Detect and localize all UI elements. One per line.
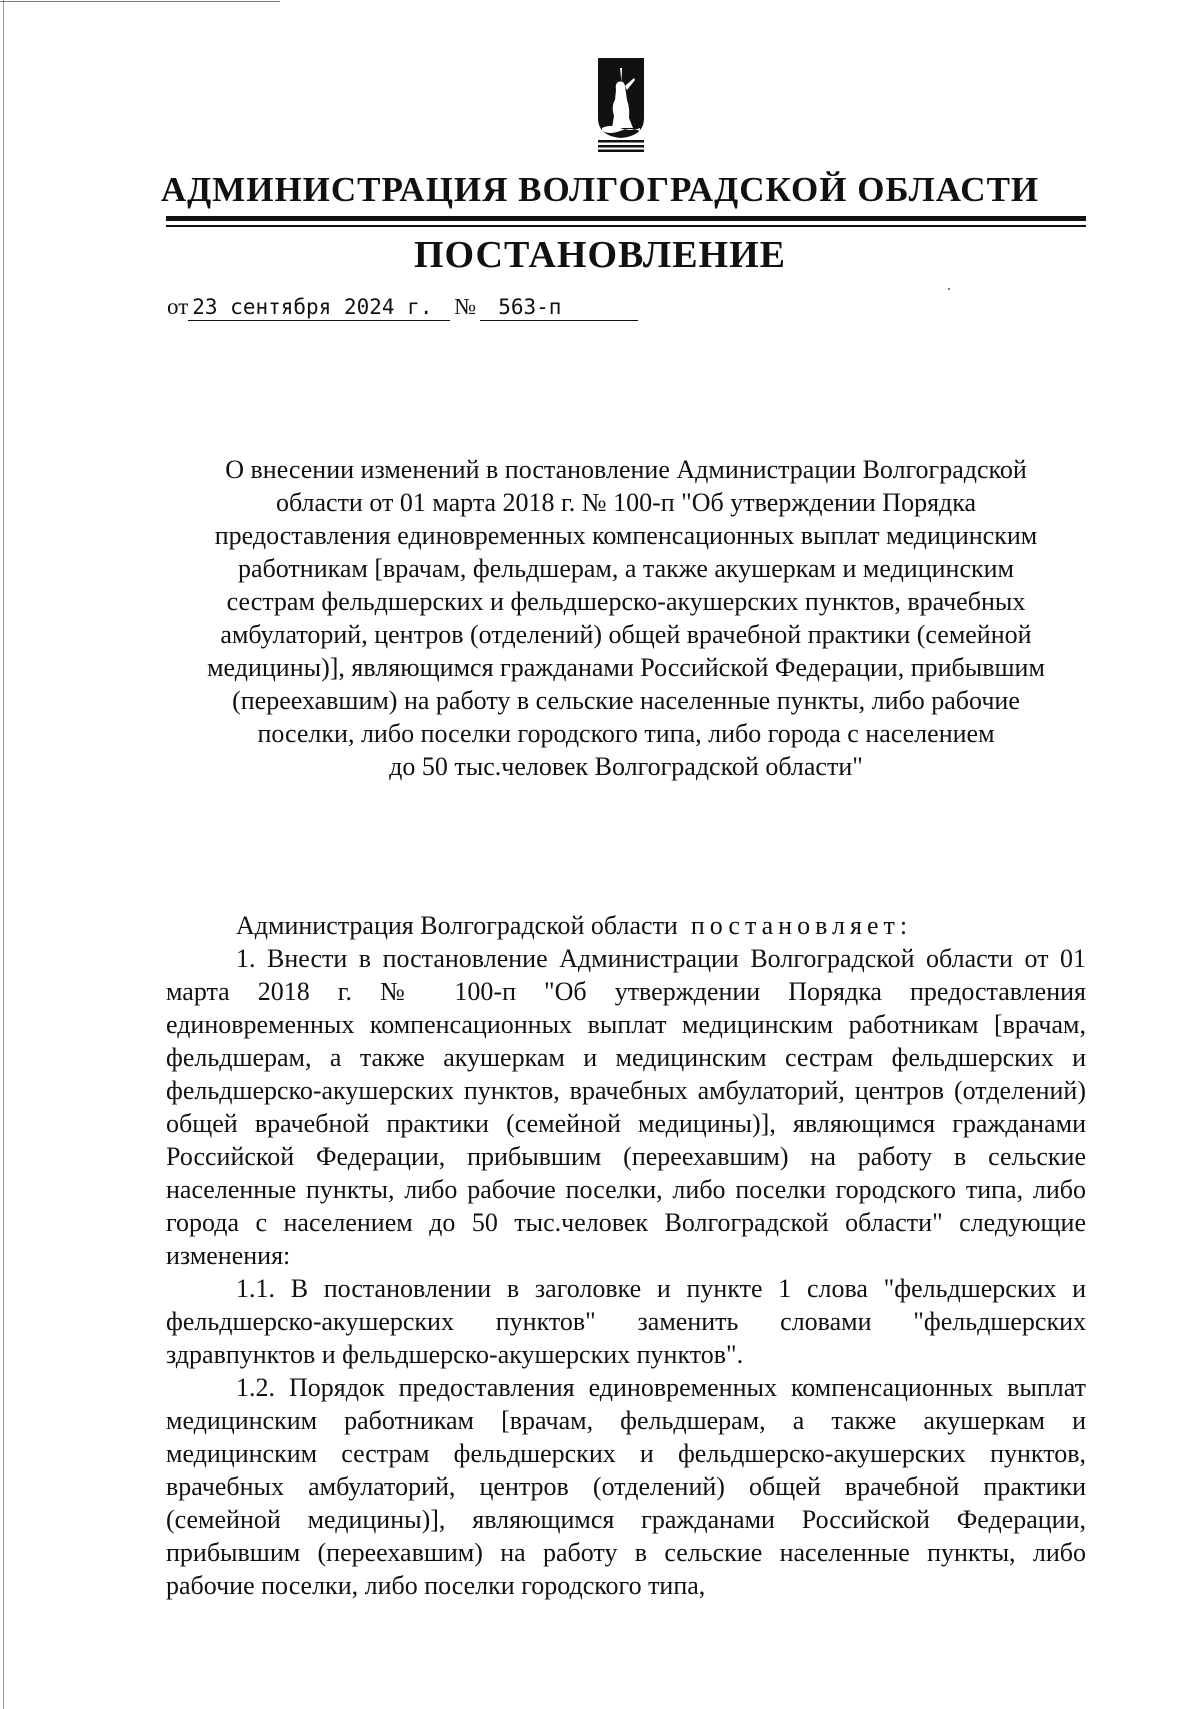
subject-line: работникам [врачам, фельдшерам, а также акушеркам и медицинским — [238, 554, 1014, 583]
header-rule-thick — [166, 216, 1086, 221]
subject-line: предоставления единовременных компенсационных выплат медицинским — [214, 521, 1038, 550]
header-rule-thin — [166, 225, 1086, 227]
document-date: 23 сентября 2024 г. — [188, 294, 450, 321]
subject-line: до 50 тыс.человек Волгоградской области" — [389, 752, 863, 781]
date-number-line — [167, 292, 638, 322]
document-number: 563-п — [480, 294, 638, 321]
coat-of-arms-icon — [596, 56, 646, 152]
subject-line: амбулаторий, центров (отделений) общей врачебной практики (семейной — [220, 620, 1032, 649]
date-prefix: от — [167, 294, 189, 319]
number-label: № — [454, 294, 477, 319]
document-type-title: ПОСТАНОВЛЕНИЕ — [413, 234, 787, 276]
preamble-text: Администрация Волгоградской области — [236, 911, 678, 940]
scan-top-edge — [0, 1, 280, 2]
subject-line: медицины)], являющимся гражданами Российской Федерации, прибывшим — [207, 653, 1045, 682]
subject-line: О внесении изменений в постановление Администрации Волгоградской — [225, 455, 1027, 484]
subject-line: области от 01 марта 2018 г. № 100-п "Об утверждении Порядка — [275, 488, 977, 517]
body-paragraph: 1.1. В постановлении в заголовке и пункте 1 слова "фельдшерских и фельдшерско-акушерских пунктов" заменить словами "фельдшерских здравпунктов и фельдшерско-акушерских пунктов". — [166, 1274, 1086, 1369]
preamble-paragraph — [166, 909, 1086, 942]
decree-word: постановляет: — [690, 911, 913, 940]
subject-line: (переехавшим) на работу в сельские населенные пункты, либо рабочие — [232, 686, 1020, 715]
organization-title: АДМИНИСТРАЦИЯ ВОЛГОГРАДСКОЙ ОБЛАСТИ — [160, 170, 1040, 209]
document-subject — [166, 453, 1086, 783]
scan-speck — [948, 288, 950, 290]
document-body — [166, 909, 1086, 1602]
body-paragraph: 1. Внести в постановление Администрации Волгоградской области от 01 марта 2018 г. № 100-п "Об утверждении Порядка предоставления единовременных компенсационных выплат медицинским работникам [врачам, фельдшерам, а также акушеркам и медицинским сестрам фельдшерских и фельдшерско-акушерских пунктов, врачебных амбулаторий, центров (отделений) общей врачебной практики (семейной медицины)], являющимся гражданами Российской Федерации, прибывшим (переехавшим) на работу в сельские населенные пункты, либо рабочие поселки, либо поселки городского типа, либо города с населением до 50 тыс.человек Волгоградской области" следующие изменения: — [166, 944, 1086, 1270]
subject-line: поселки, либо поселки городского типа, либо города с населением — [257, 719, 995, 748]
subject-line: сестрам фельдшерских и фельдшерско-акушерских пунктов, врачебных — [226, 587, 1026, 616]
body-paragraph: 1.2. Порядок предоставления единовременных компенсационных выплат медицинским работникам [врачам, фельдшерам, а также акушеркам и медицинским сестрам фельдшерских и фельдшерско-акушерских пунктов, врачебных амбулаторий, центров (отделений) общей врачебной практики (семейной медицины)], являющимся гражданами Российской Федерации, прибывшим (переехавшим) на работу в сельские населенные пункты, либо рабочие поселки, либо поселки городского типа, — [166, 1373, 1086, 1600]
